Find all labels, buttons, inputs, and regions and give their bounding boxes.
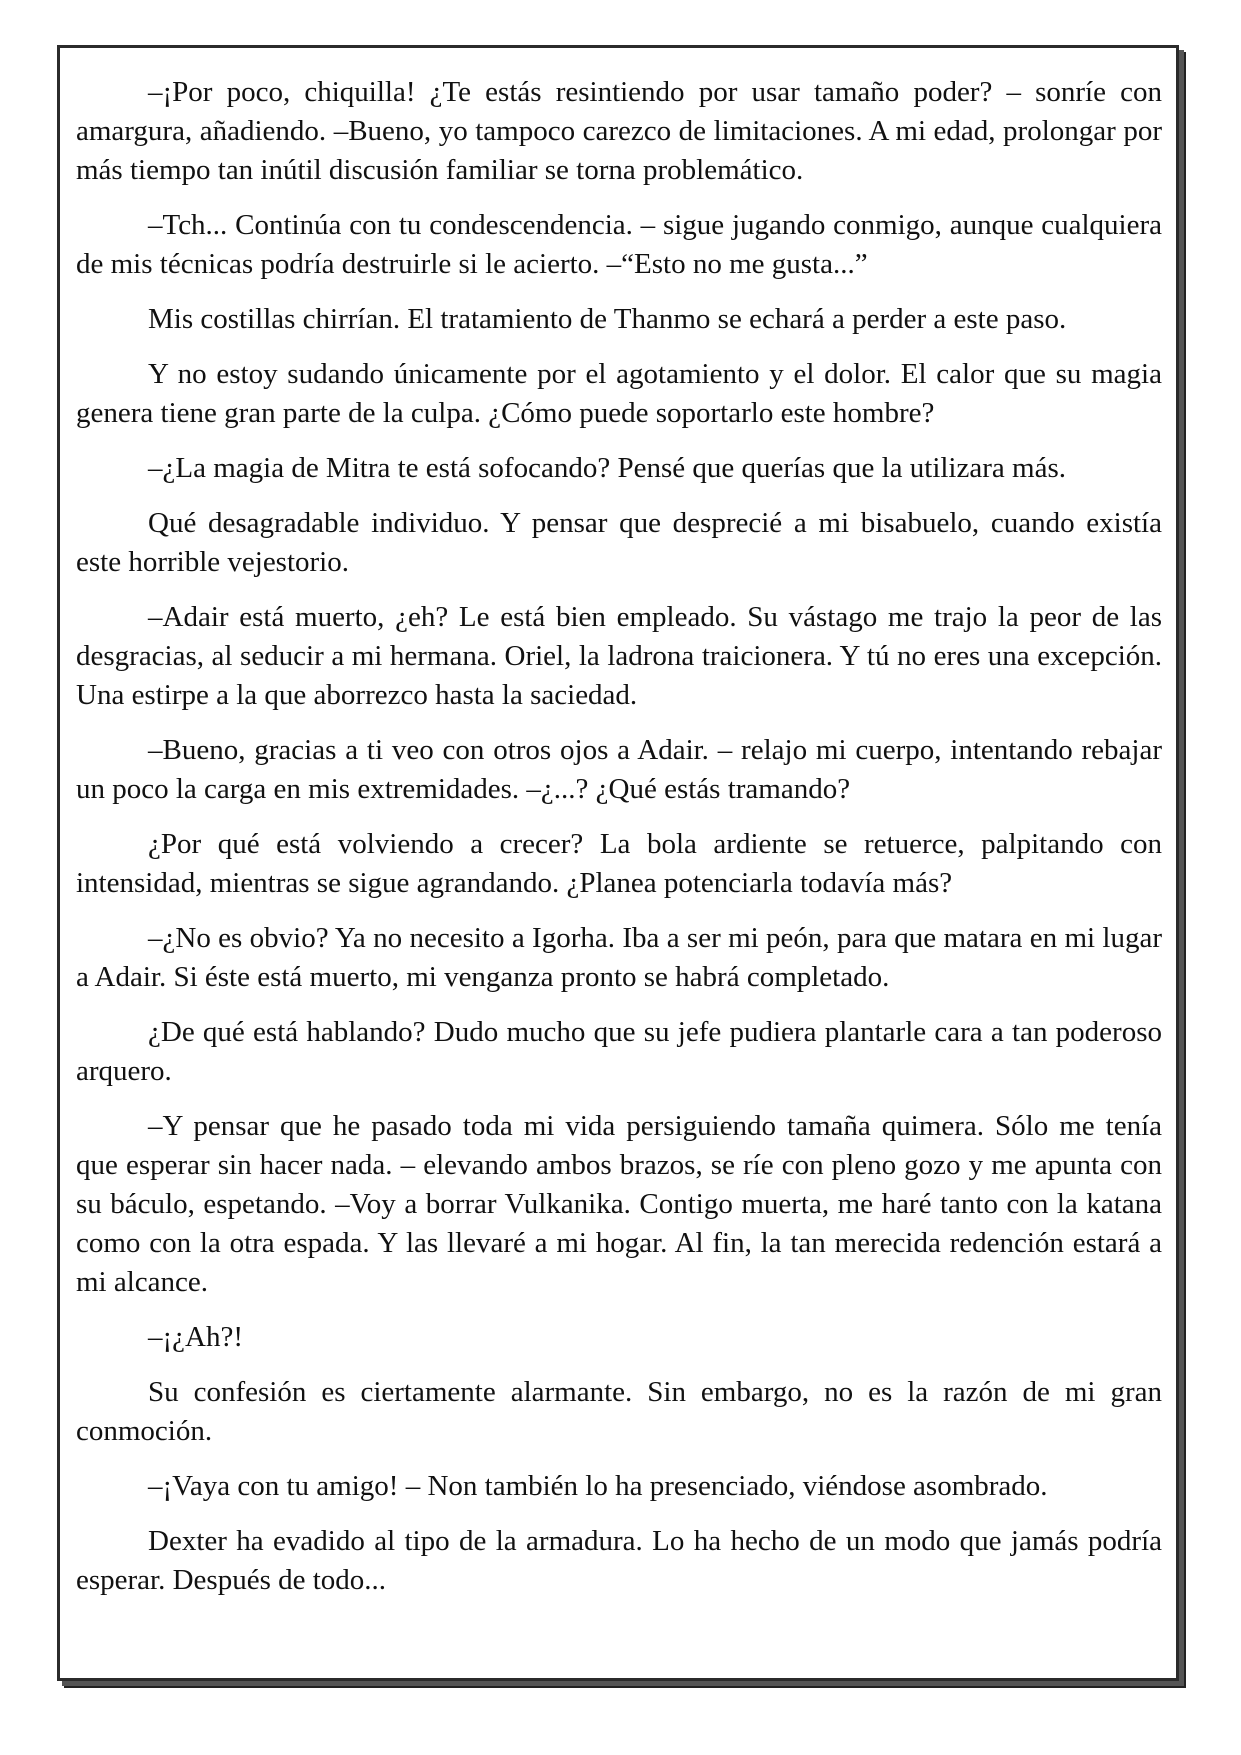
- paragraph: Qué desagradable individuo. Y pensar que desprecié a mi bisabuelo, cuando existía este horrible vejestorio.: [76, 507, 1162, 578]
- paragraph: ¿Por qué está volviendo a crecer? La bola ardiente se retuerce, palpitando con intensidad, mientras se sigue agrandando. ¿Planea potenciarla todavía más?: [76, 828, 1162, 899]
- text-body: [76, 73, 1162, 1616]
- paragraph: Y no estoy sudando únicamente por el agotamiento y el dolor. El calor que su magia genera tiene gran parte de la culpa. ¿Cómo puede soportarlo este hombre?: [76, 358, 1162, 429]
- paragraph: –Adair está muerto, ¿eh? Le está bien empleado. Su vástago me trajo la peor de las desgracias, al seducir a mi hermana. Oriel, la ladrona traicionera. Y tú no eres una excepción. Una estirpe a la que aborrezco hasta la saciedad.: [76, 601, 1162, 711]
- paragraph: –¡Vaya con tu amigo! – Non también lo ha presenciado, viéndose asombrado.: [148, 1470, 1048, 1502]
- paragraph: Su confesión es ciertamente alarmante. Sin embargo, no es la razón de mi gran conmoción.: [76, 1376, 1162, 1447]
- page-frame: [57, 45, 1179, 1681]
- paragraph: –Tch... Continúa con tu condescendencia. – sigue jugando conmigo, aunque cualquiera de mis técnicas podría destruirle si le acierto. –“Esto no me gusta...”: [76, 209, 1162, 280]
- paragraph: –¿La magia de Mitra te está sofocando? Pensé que querías que la utilizara más.: [148, 452, 1066, 484]
- paragraph: Mis costillas chirrían. El tratamiento de Thanmo se echará a perder a este paso.: [148, 303, 1067, 335]
- paragraph: –Y pensar que he pasado toda mi vida persiguiendo tamaña quimera. Sólo me tenía que esperar sin hacer nada. – elevando ambos brazos, se ríe con pleno gozo y me apunta con su báculo, espetando. –Voy a borrar Vulkanika. Contigo muerta, me haré tanto con la katana como con la otra espada. Y las llevaré a mi hogar. Al fin, la tan merecida redención estará a mi alcance.: [76, 1110, 1162, 1298]
- paragraph: –¡¿Ah?!: [148, 1321, 244, 1353]
- paragraph: –Bueno, gracias a ti veo con otros ojos a Adair. – relajo mi cuerpo, intentando rebajar un poco la carga en mis extremidades. –¿...? ¿Qué estás tramando?: [76, 734, 1162, 805]
- paragraph: –¡Por poco, chiquilla! ¿Te estás resintiendo por usar tamaño poder? – sonríe con amargura, añadiendo. –Bueno, yo tampoco carezco de limitaciones. A mi edad, prolongar por más tiempo tan inútil discusión familiar se torna problemático.: [76, 76, 1162, 186]
- paragraph: ¿De qué está hablando? Dudo mucho que su jefe pudiera plantarle cara a tan poderoso arquero.: [76, 1016, 1162, 1087]
- paragraph: Dexter ha evadido al tipo de la armadura. Lo ha hecho de un modo que jamás podría esperar. Después de todo...: [76, 1525, 1162, 1596]
- paragraph: –¿No es obvio? Ya no necesito a Igorha. Iba a ser mi peón, para que matara en mi lugar a Adair. Si éste está muerto, mi venganza pronto se habrá completado.: [76, 922, 1162, 993]
